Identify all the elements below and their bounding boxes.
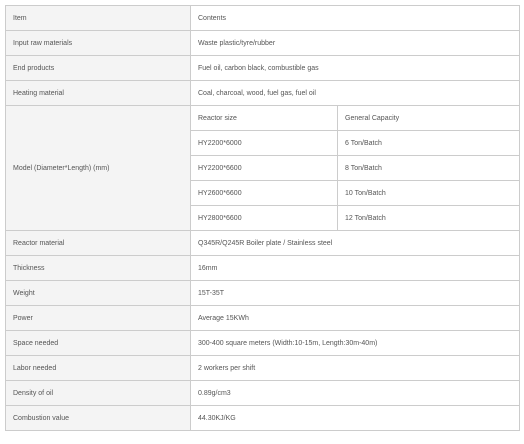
row-value: Q345R/Q245R Boiler plate / Stainless steel — [191, 231, 520, 256]
row-value: 44.30KJ/KG — [191, 406, 520, 431]
row-value: Fuel oil, carbon black, combustible gas — [191, 56, 520, 81]
capacity: 6 Ton/Batch — [338, 131, 520, 156]
row-label: Heating material — [6, 81, 191, 106]
row-value: 15T-35T — [191, 281, 520, 306]
row-value: 2 workers per shift — [191, 356, 520, 381]
table-row — [6, 281, 520, 306]
row-label: Combustion value — [6, 406, 191, 431]
reactor-size: HY2800*6600 — [191, 206, 338, 231]
header-contents: Contents — [191, 6, 520, 31]
table-row — [6, 331, 520, 356]
row-label: Labor needed — [6, 356, 191, 381]
row-value: Coal, charcoal, wood, fuel gas, fuel oil — [191, 81, 520, 106]
table-row — [6, 31, 520, 56]
row-value: 300-400 square meters (Width:10-15m, Length:30m-40m) — [191, 331, 520, 356]
table-header-row — [6, 6, 520, 31]
model-subheader-row — [6, 106, 520, 131]
row-value: Average 15KWh — [191, 306, 520, 331]
specification-table — [5, 5, 520, 431]
row-label: Power — [6, 306, 191, 331]
reactor-size: HY2600*6600 — [191, 181, 338, 206]
row-value: Waste plastic/tyre/rubber — [191, 31, 520, 56]
reactor-size-header: Reactor size — [191, 106, 338, 131]
table-row — [6, 381, 520, 406]
row-label: Reactor material — [6, 231, 191, 256]
row-value: 16mm — [191, 256, 520, 281]
row-label: Weight — [6, 281, 191, 306]
model-label: Model (Diameter*Length) (mm) — [6, 106, 191, 231]
table-row — [6, 256, 520, 281]
row-label: Thickness — [6, 256, 191, 281]
table-row — [6, 356, 520, 381]
table-row — [6, 81, 520, 106]
table-row — [6, 56, 520, 81]
row-value: 0.89g/cm3 — [191, 381, 520, 406]
row-label: Input raw materials — [6, 31, 191, 56]
row-label: End products — [6, 56, 191, 81]
reactor-size: HY2200*6000 — [191, 131, 338, 156]
capacity: 8 Ton/Batch — [338, 156, 520, 181]
capacity: 10 Ton/Batch — [338, 181, 520, 206]
reactor-size: HY2200*6600 — [191, 156, 338, 181]
row-label: Space needed — [6, 331, 191, 356]
table-row — [6, 406, 520, 431]
capacity: 12 Ton/Batch — [338, 206, 520, 231]
table-row — [6, 306, 520, 331]
header-item: Item — [6, 6, 191, 31]
capacity-header: General Capacity — [338, 106, 520, 131]
row-label: Density of oil — [6, 381, 191, 406]
table-row — [6, 231, 520, 256]
